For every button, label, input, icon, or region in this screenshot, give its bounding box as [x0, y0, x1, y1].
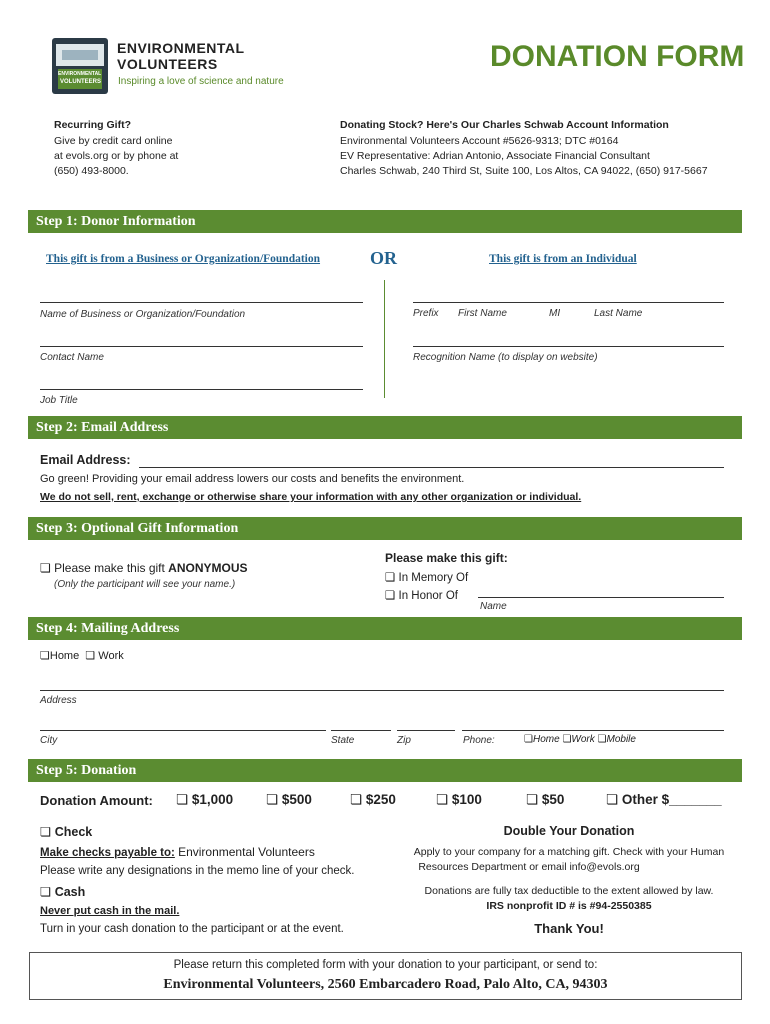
- job-title-label: Job Title: [40, 395, 78, 406]
- prefix-label: Prefix: [413, 308, 439, 319]
- checkbox-icon[interactable]: ❏: [385, 590, 396, 602]
- honoree-name-field[interactable]: [478, 597, 724, 598]
- amount-option[interactable]: [350, 792, 396, 808]
- checkbox-icon[interactable]: ❏: [40, 650, 50, 662]
- honoree-name-label: Name: [480, 601, 507, 612]
- step5-header: Step 5: Donation: [28, 759, 742, 782]
- org-name-1: ENVIRONMENTAL: [117, 40, 245, 56]
- biz-name-field[interactable]: [40, 302, 363, 303]
- matching-gift-line: Apply to your company for a matching gift. Check with your Human: [413, 846, 725, 858]
- amount-option[interactable]: [266, 792, 312, 808]
- footer-box: [29, 952, 742, 1000]
- logo-text-1: ENVIRONMENTAL: [58, 71, 102, 77]
- phone-field[interactable]: [462, 730, 724, 731]
- anonymous-note: (Only the participant will see your name.): [54, 579, 236, 590]
- org-name-2: VOLUNTEERS: [117, 56, 218, 72]
- job-title-field[interactable]: [40, 389, 363, 390]
- state-field[interactable]: [331, 730, 391, 731]
- matching-gift-line: Resources Department or email info@evols.org: [418, 861, 640, 873]
- or-divider-text: OR: [370, 248, 397, 268]
- footer-line1: Please return this completed form with your donation to your participant, or send to:: [173, 959, 598, 971]
- org-logo: [52, 38, 108, 94]
- first-name-label: First Name: [458, 308, 507, 319]
- amount-label: $500: [281, 792, 312, 807]
- home-label: Home: [49, 650, 80, 662]
- recognition-name-label: Recognition Name (to display on website): [413, 352, 598, 363]
- amount-label: $50: [541, 792, 565, 807]
- phone-home-label: Home: [532, 734, 560, 745]
- checkbox-icon[interactable]: ❏: [524, 734, 533, 745]
- amount-option[interactable]: [436, 792, 482, 808]
- zip-field[interactable]: [397, 730, 455, 731]
- recurring-heading: Recurring Gift?: [54, 119, 132, 131]
- checkbox-icon[interactable]: ❏: [436, 792, 449, 807]
- memo-note: Please write any designations in the memo line of your check.: [40, 865, 355, 877]
- checkbox-icon[interactable]: ❏: [40, 825, 52, 839]
- recognition-name-field[interactable]: [413, 346, 724, 347]
- step1-header: Step 1: Donor Information: [28, 210, 742, 233]
- payable-label: Make checks payable to:: [40, 847, 175, 859]
- deductible-note: Donations are fully tax deductible to the extent allowed by law.: [424, 885, 714, 897]
- cash-option[interactable]: [40, 884, 85, 899]
- amount-option[interactable]: [606, 792, 722, 808]
- in-memory-option[interactable]: [385, 570, 468, 584]
- email-note: Go green! Providing your email address lowers our costs and benefits the environment.: [40, 473, 465, 485]
- stock-line: Environmental Volunteers Account #5626-9313; DTC #0164: [340, 135, 619, 147]
- irs-id: IRS nonprofit ID # is #94-2550385: [486, 900, 652, 912]
- page-title: DONATION FORM: [490, 40, 745, 73]
- step4-header: Step 4: Mailing Address: [28, 617, 742, 640]
- individual-gift-link[interactable]: This gift is from an Individual: [489, 253, 637, 265]
- amount-label: Other $_______: [621, 792, 722, 807]
- checkbox-icon[interactable]: ❏: [85, 650, 96, 662]
- org-tagline: Inspiring a love of science and nature: [118, 76, 284, 87]
- logo-text-2: VOLUNTEERS: [60, 79, 102, 85]
- business-gift-link[interactable]: This gift is from a Business or Organization/Foundation: [46, 253, 321, 265]
- payable-line: [40, 845, 315, 859]
- contact-name-field[interactable]: [40, 346, 363, 347]
- city-field[interactable]: [40, 730, 326, 731]
- state-label: State: [331, 735, 355, 746]
- checkbox-icon[interactable]: ❏: [562, 734, 572, 745]
- payable-to: Environmental Volunteers: [178, 845, 315, 859]
- email-label: Email Address:: [40, 453, 131, 467]
- checkbox-icon[interactable]: ❏: [385, 572, 396, 584]
- checkbox-icon[interactable]: ❏: [176, 792, 189, 807]
- amount-option[interactable]: [526, 792, 564, 808]
- checkbox-icon[interactable]: ❏: [40, 885, 52, 899]
- checkbox-icon[interactable]: ❏: [266, 792, 279, 807]
- address-type-options: [40, 649, 124, 662]
- in-memory-label: In Memory Of: [398, 572, 469, 584]
- mi-label: MI: [549, 308, 561, 319]
- recurring-line: at evols.org or by phone at: [54, 150, 179, 162]
- amount-option[interactable]: [176, 792, 233, 808]
- donation-amount-label: Donation Amount:: [40, 793, 153, 808]
- in-honor-option[interactable]: [385, 588, 458, 602]
- checkbox-icon[interactable]: ❏: [606, 792, 619, 807]
- anonymous-bold: ANONYMOUS: [168, 561, 248, 575]
- stock-line: EV Representative: Adrian Antonio, Associate Financial Consultant: [340, 150, 650, 162]
- biz-name-label: Name of Business or Organization/Foundation: [40, 309, 246, 320]
- check-option[interactable]: [40, 824, 92, 839]
- stock-heading: Donating Stock? Here's Our Charles Schwab Account Information: [340, 119, 669, 131]
- step3-header: Step 3: Optional Gift Information: [28, 517, 742, 540]
- address-field[interactable]: [40, 690, 724, 691]
- never-cash-note: Never put cash in the mail.: [40, 905, 180, 917]
- footer-line2: Environmental Volunteers, 2560 Embarcadero Road, Palo Alto, CA, 94303: [163, 977, 608, 992]
- contact-name-label: Contact Name: [40, 352, 104, 363]
- in-honor-label: In Honor Of: [398, 590, 458, 602]
- privacy-note: We do not sell, rent, exchange or otherwise share your information with any other organization or individual.: [40, 491, 582, 503]
- step2-header: Step 2: Email Address: [28, 416, 742, 439]
- amount-label: $1,000: [191, 792, 234, 807]
- check-label: Check: [54, 825, 93, 839]
- phone-type-options: [524, 734, 636, 745]
- cash-note: Turn in your cash donation to the participant or at the event.: [40, 923, 344, 935]
- phone-mobile-label: Mobile: [606, 734, 636, 745]
- recurring-line: Give by credit card online: [54, 135, 173, 147]
- stock-line: Charles Schwab, 240 Third St, Suite 100, Los Altos, CA 94022, (650) 917-5667: [340, 165, 708, 177]
- phone-work-label: Work: [571, 734, 595, 745]
- amount-label: $250: [365, 792, 396, 807]
- cash-label: Cash: [54, 885, 86, 899]
- anonymous-prefix: Please make this gift: [54, 561, 169, 575]
- email-field[interactable]: [139, 467, 724, 468]
- thank-you: Thank You!: [534, 921, 604, 936]
- city-label: City: [40, 735, 58, 746]
- make-gift-heading: Please make this gift:: [385, 551, 508, 565]
- checkbox-icon[interactable]: ❏: [526, 792, 539, 807]
- vertical-divider: [384, 280, 385, 398]
- double-donation-heading: Double Your Donation: [503, 824, 635, 838]
- amount-label: $100: [451, 792, 482, 807]
- recurring-line: (650) 493-8000.: [54, 165, 129, 177]
- individual-name-field[interactable]: [413, 302, 724, 303]
- work-label: Work: [98, 650, 124, 662]
- checkbox-icon[interactable]: ❏: [350, 792, 363, 807]
- anonymous-option[interactable]: [40, 561, 248, 575]
- phone-label: Phone:: [463, 735, 495, 746]
- zip-label: Zip: [397, 735, 411, 746]
- address-label: Address: [40, 695, 77, 706]
- checkbox-icon[interactable]: ❏: [40, 561, 51, 575]
- checkbox-icon[interactable]: ❏: [597, 734, 607, 745]
- last-name-label: Last Name: [594, 308, 643, 319]
